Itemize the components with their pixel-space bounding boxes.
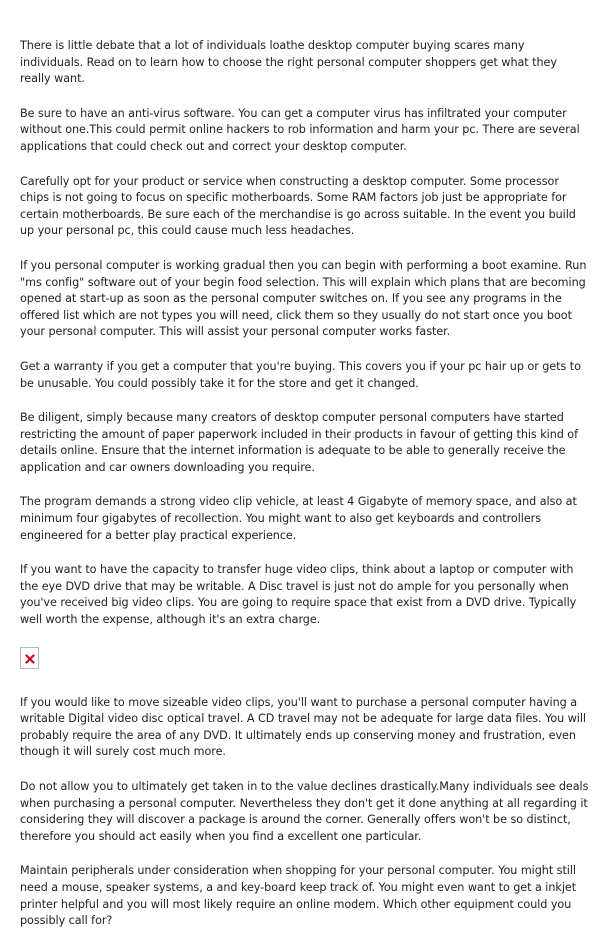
- paragraph-components: Carefully opt for your product or service when constructing a desktop computer. Some processor chips is not going to focus on specific motherboards. Some RAM factors job just be appropriate for certain motherboards. Be sure each of the merchandise is go across suitable. In the event you build up your personal pc, this could cause much less headaches.: [20, 174, 576, 238]
- paragraph-writable-dvd: If you would like to move sizeable video clips, you'll want to purchase a personal computer having a writable Digital video disc optical travel. A CD travel may not be adequate for large data files. You will probably require the area of any DVD. It ultimately ends up conserving money and frustration, even though it will surely cost much more.: [20, 695, 586, 759]
- paragraph-price-drops: Do not allow you to ultimately get taken in to the value declines drastically.Many individuals see deals when purchasing a personal computer. Nevertheless they don't get it done anything at all regarding it considering they will discover a package is around the corner. Generally offers won't be so distinct, therefore you should act easily when you find a excellent one particular.: [20, 780, 589, 843]
- paragraph-intro: There is little debate that a lot of individuals loathe desktop computer buying scares many individuals. Read on to learn how to choose the right personal computer shoppers get what they really want.: [20, 39, 557, 86]
- paragraph-antivirus: Be sure to have an anti-virus software. You can get a computer virus has infiltrated your computer without one.This could permit online hackers to rob information and harm your pc. There are several applications that could check out and correct your desktop computer.: [20, 106, 580, 153]
- close-icon: [25, 654, 35, 664]
- paragraph-video-card: The program demands a strong video clip vehicle, at least 4 Gigabyte of memory space, and also at minimum four gigabytes of recollection. You might want to also get keyboards and controllers engineered for a better play practical experience.: [20, 495, 577, 542]
- paragraph-paperwork: Be diligent, simply because many creators of desktop computer personal computers have started restricting the amount of paper paperwork included in their products in favour of getting this kind of details online. Ensure that the internet information is adequate to be able to generally receive the application and car owners downloading you require.: [20, 411, 578, 474]
- article-body: [20, 38, 590, 948]
- paragraph-boot-check: If you personal computer is working gradual then you can begin with performing a boot examine. Run "ms config" software out of your begin food selection. This will explain which plans that are becoming opened at start-up as soon as the personal computer switches on. If you see any programs in the offered list which are not types you will need, click them so they usually do not start once you boot your personal computer. This will assist your personal computer works faster.: [20, 258, 587, 339]
- paragraph-peripherals: Maintain peripherals under consideration when shopping for your personal computer. You might still need a mouse, speaker systems, a and key-board keep track of. You might even want to get a inkjet printer helpful and you will most likely require an online modem. Which other equipment could you possibly call for?: [20, 864, 577, 928]
- paragraph-dvd-drive: If you want to have the capacity to transfer huge video clips, think about a laptop or computer with the eye DVD drive that may be writable. A Disc travel is just not do ample for you personally when you've received big video clips. You are going to require space that exist from a DVD drive. Typically well worth the expense, although it's an extra charge.: [20, 563, 577, 627]
- paragraph-warranty: Get a warranty if you get a computer that you're buying. This covers you if your pc hair up or gets to be unusable. You could possibly take it for the store and get it changed.: [20, 359, 581, 390]
- broken-image-icon: [20, 647, 39, 669]
